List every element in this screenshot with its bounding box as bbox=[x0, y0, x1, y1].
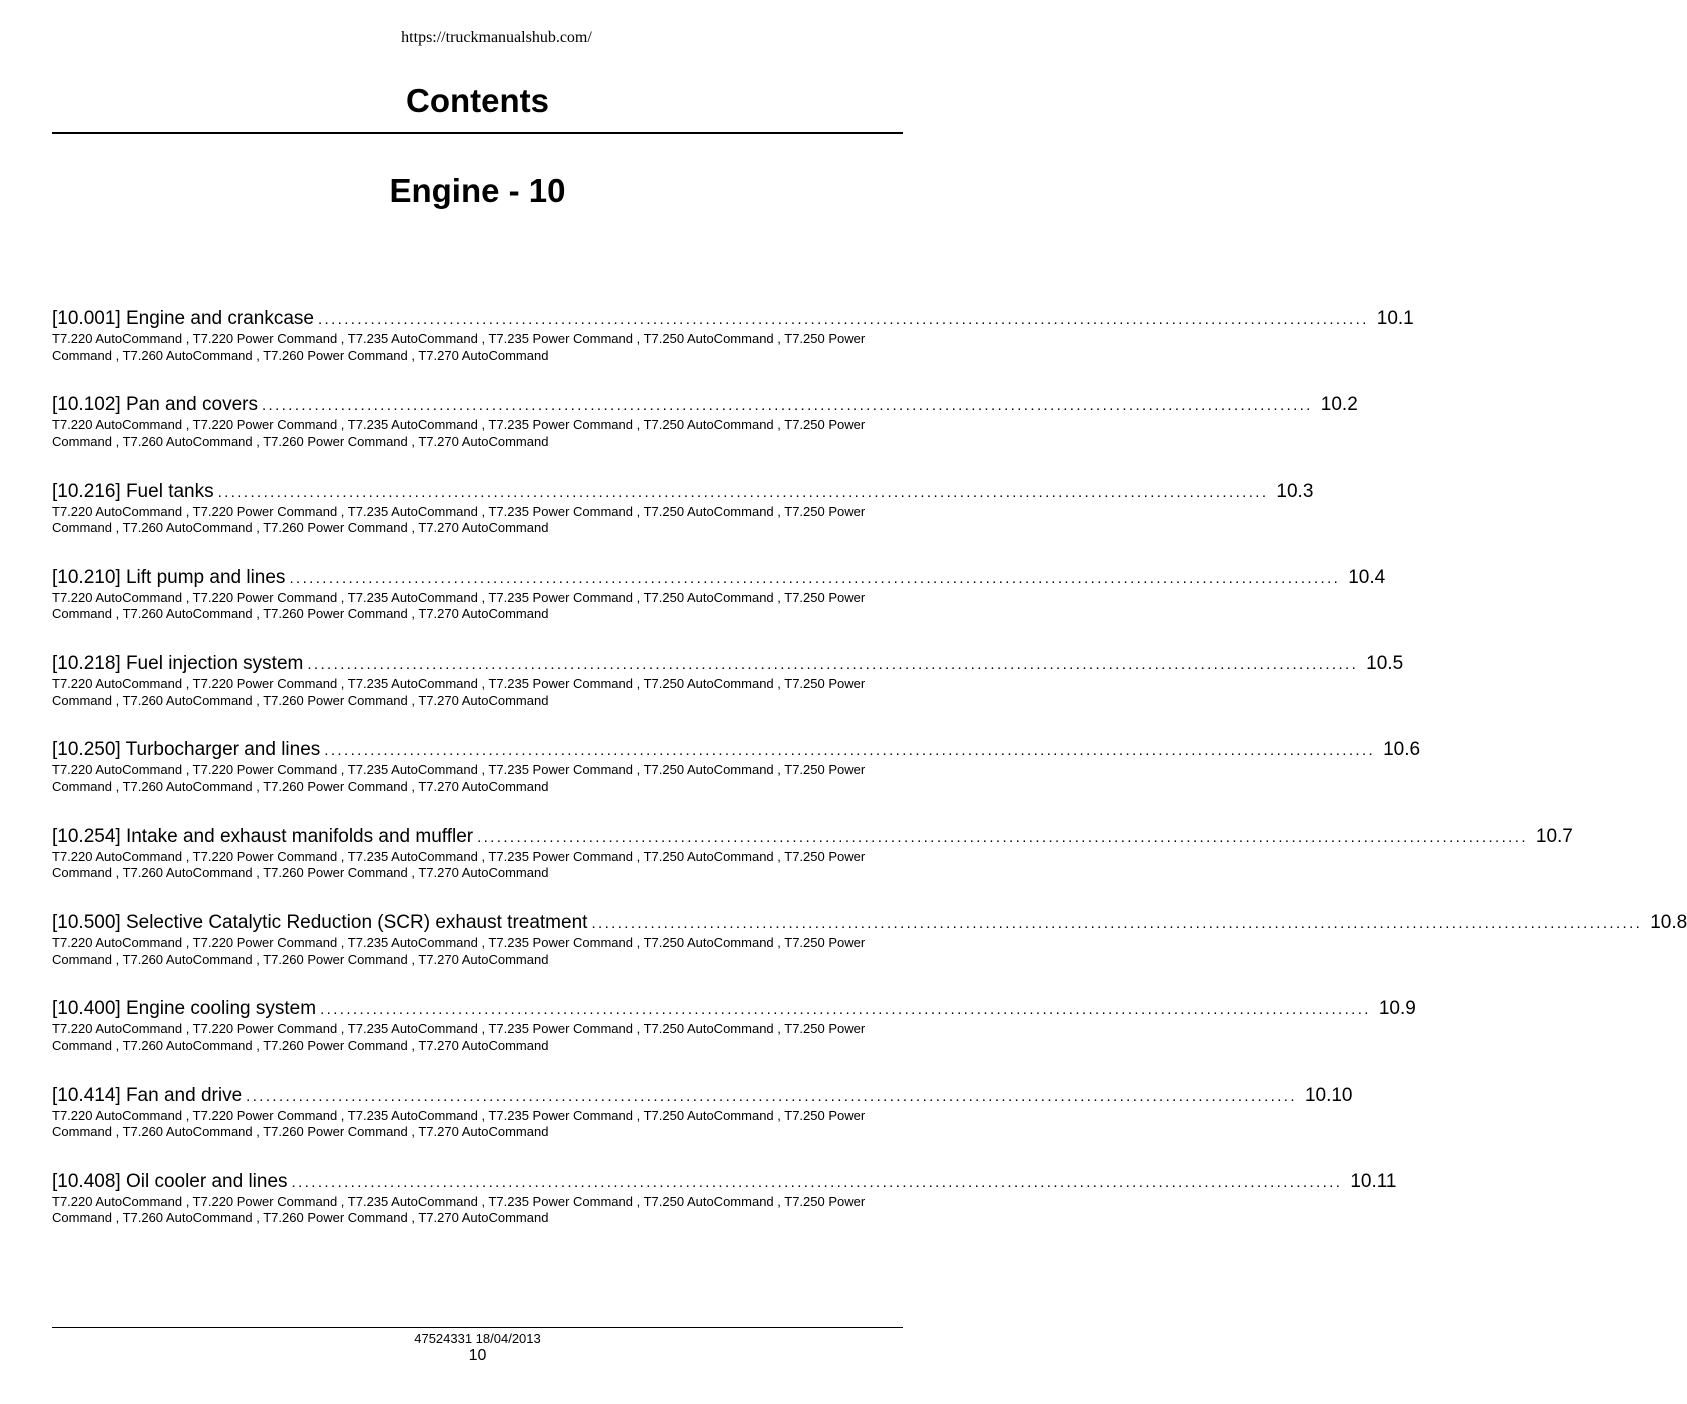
dot-leader: ................................................................................................................................................................ bbox=[320, 1001, 1371, 1019]
toc-entry-title: [10.408] Oil cooler and lines bbox=[52, 1170, 288, 1192]
dot-leader: ................................................................................................................................................................ bbox=[291, 1173, 1343, 1191]
toc-entry[interactable] bbox=[52, 1084, 1353, 1171]
toc-entry-page: 10.6 bbox=[1383, 739, 1421, 761]
toc-entry-heading bbox=[52, 912, 1687, 935]
toc-entry-title: [10.414] Fan and drive bbox=[52, 1084, 243, 1106]
toc-entry-title: [10.218] Fuel injection system bbox=[52, 653, 304, 675]
toc-entry-page: 10.7 bbox=[1535, 825, 1573, 847]
toc-entry-title: [10.216] Fuel tanks bbox=[52, 480, 214, 502]
toc-entry-page: 10.5 bbox=[1366, 653, 1404, 675]
toc-entry-title: [10.250] Turbocharger and lines bbox=[52, 739, 321, 761]
toc-entry-models: T7.220 AutoCommand , T7.220 Power Command , T7.235 AutoCommand , T7.235 Power Command , T7.250 AutoCommand , T7.250 Power Command , T7.260 AutoCommand , T7.260 Power Command , T7.270 AutoCommand bbox=[52, 589, 866, 622]
dot-leader: ................................................................................................................................................................ bbox=[217, 483, 1269, 501]
toc-entry-title: [10.001] Engine and crankcase bbox=[52, 308, 314, 329]
footer-divider bbox=[52, 1327, 903, 1328]
toc-entry-heading bbox=[52, 653, 1404, 676]
title-divider bbox=[52, 132, 903, 134]
toc-entry-models: T7.220 AutoCommand , T7.220 Power Command , T7.235 AutoCommand , T7.235 Power Command , T7.250 AutoCommand , T7.250 Power Command , T7.260 AutoCommand , T7.260 Power Command , T7.270 AutoCommand bbox=[52, 1107, 866, 1140]
source-url[interactable]: https://truckmanualshub.com/ bbox=[401, 29, 592, 46]
toc-entry-page: 10.4 bbox=[1348, 566, 1386, 588]
toc-entry-heading bbox=[52, 394, 1358, 417]
toc-entry-models: T7.220 AutoCommand , T7.220 Power Command , T7.235 AutoCommand , T7.235 Power Command , T7.250 AutoCommand , T7.250 Power Command , T7.260 AutoCommand , T7.260 Power Command , T7.270 AutoCommand bbox=[52, 1021, 866, 1053]
dot-leader: ................................................................................................................................................................ bbox=[261, 397, 1313, 415]
table-of-contents bbox=[52, 308, 1687, 1257]
dot-leader: ................................................................................................................................................................ bbox=[307, 656, 1359, 674]
toc-entry-models: T7.220 AutoCommand , T7.220 Power Command , T7.235 AutoCommand , T7.235 Power Command , T7.250 AutoCommand , T7.250 Power Command , T7.260 AutoCommand , T7.260 Power Command , T7.270 AutoCommand bbox=[52, 331, 866, 363]
toc-entry-heading bbox=[52, 1084, 1353, 1108]
toc-entry-heading bbox=[52, 825, 1573, 849]
toc-entry-title: [10.254] Intake and exhaust manifolds and muffler bbox=[52, 825, 474, 847]
toc-entry-models: T7.220 AutoCommand , T7.220 Power Command , T7.235 AutoCommand , T7.235 Power Command , T7.250 AutoCommand , T7.250 Power Command , T7.260 AutoCommand , T7.260 Power Command , T7.270 AutoCommand bbox=[52, 503, 866, 536]
dot-leader: ................................................................................................................................................................ bbox=[246, 1087, 1297, 1105]
toc-entry-models: T7.220 AutoCommand , T7.220 Power Command , T7.235 AutoCommand , T7.235 Power Command , T7.250 AutoCommand , T7.250 Power Command , T7.260 AutoCommand , T7.260 Power Command , T7.270 AutoCommand bbox=[52, 417, 866, 449]
dot-leader: ................................................................................................................................................................ bbox=[591, 915, 1643, 933]
toc-entry-heading bbox=[52, 480, 1314, 504]
toc-entry[interactable] bbox=[52, 653, 1404, 739]
toc-entry[interactable] bbox=[52, 825, 1573, 912]
toc-entry[interactable] bbox=[52, 394, 1358, 480]
toc-entry-models: T7.220 AutoCommand , T7.220 Power Command , T7.235 AutoCommand , T7.235 Power Command , T7.250 AutoCommand , T7.250 Power Command , T7.260 AutoCommand , T7.260 Power Command , T7.270 AutoCommand bbox=[52, 676, 866, 708]
toc-entry-heading bbox=[52, 998, 1416, 1021]
toc-entry-models: T7.220 AutoCommand , T7.220 Power Command , T7.235 AutoCommand , T7.235 Power Command , T7.250 AutoCommand , T7.250 Power Command , T7.260 AutoCommand , T7.260 Power Command , T7.270 AutoCommand bbox=[52, 1193, 866, 1226]
toc-entry-page: 10.1 bbox=[1376, 308, 1414, 329]
toc-entry[interactable] bbox=[52, 739, 1421, 825]
toc-entry[interactable] bbox=[52, 566, 1386, 653]
toc-entry-title: [10.400] Engine cooling system bbox=[52, 998, 317, 1020]
toc-entry-page: 10.10 bbox=[1304, 1084, 1353, 1106]
dot-leader: ................................................................................................................................................................ bbox=[324, 742, 1376, 760]
toc-entry[interactable] bbox=[52, 912, 1687, 998]
toc-entry-page: 10.8 bbox=[1650, 912, 1687, 934]
toc-entry[interactable] bbox=[52, 308, 1414, 394]
document-id: 47524331 18/04/2013 bbox=[414, 1331, 541, 1346]
toc-entry-heading bbox=[52, 1170, 1397, 1194]
toc-entry-page: 10.2 bbox=[1320, 394, 1358, 416]
toc-entry-heading bbox=[52, 566, 1386, 590]
dot-leader: ................................................................................................................................................................ bbox=[317, 311, 1369, 328]
toc-entry-heading bbox=[52, 739, 1421, 762]
page-title: Contents bbox=[406, 82, 549, 119]
toc-entry-page: 10.9 bbox=[1378, 998, 1416, 1020]
toc-entry-models: T7.220 AutoCommand , T7.220 Power Command , T7.235 AutoCommand , T7.235 Power Command , T7.250 AutoCommand , T7.250 Power Command , T7.260 AutoCommand , T7.260 Power Command , T7.270 AutoCommand bbox=[52, 762, 866, 794]
toc-entry-models: T7.220 AutoCommand , T7.220 Power Command , T7.235 AutoCommand , T7.235 Power Command , T7.250 AutoCommand , T7.250 Power Command , T7.260 AutoCommand , T7.260 Power Command , T7.270 AutoCommand bbox=[52, 848, 866, 881]
toc-entry[interactable] bbox=[52, 480, 1314, 567]
toc-entry-title: [10.210] Lift pump and lines bbox=[52, 566, 286, 588]
toc-entry-title: [10.102] Pan and covers bbox=[52, 394, 258, 416]
toc-entry-models: T7.220 AutoCommand , T7.220 Power Command , T7.235 AutoCommand , T7.235 Power Command , T7.250 AutoCommand , T7.250 Power Command , T7.260 AutoCommand , T7.260 Power Command , T7.270 AutoCommand bbox=[52, 935, 866, 967]
toc-entry-page: 10.3 bbox=[1276, 480, 1314, 502]
toc-entry[interactable] bbox=[52, 1170, 1397, 1257]
section-title: Engine - 10 bbox=[389, 172, 566, 209]
toc-entry[interactable] bbox=[52, 998, 1416, 1084]
toc-entry-title: [10.500] Selective Catalytic Reduction (SCR) exhaust treatment bbox=[52, 912, 588, 934]
toc-entry-heading bbox=[52, 308, 1414, 331]
dot-leader: ................................................................................................................................................................ bbox=[477, 828, 1528, 846]
toc-entry-page: 10.11 bbox=[1350, 1170, 1397, 1192]
dot-leader: ................................................................................................................................................................ bbox=[289, 569, 1341, 587]
page-number: 10 bbox=[468, 1347, 487, 1364]
